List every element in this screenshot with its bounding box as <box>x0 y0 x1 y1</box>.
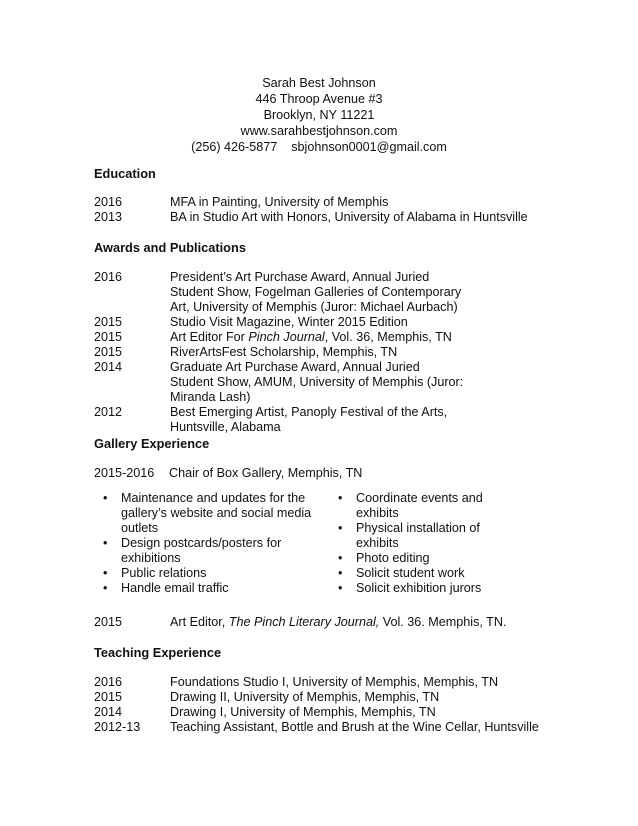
entry-text <box>170 330 464 345</box>
entry-text: BA in Studio Art with Honors, University of Alabama in Huntsville <box>170 210 528 224</box>
editor-entry <box>94 615 594 630</box>
list-item: • Maintenance and updates for the gallery’s website and social media outlets <box>101 491 316 536</box>
award-entry <box>94 345 464 360</box>
contact-header <box>0 75 638 155</box>
list-item: • Physical installation of exhibits <box>336 521 506 551</box>
entry-year: 2016 <box>94 675 123 689</box>
entry-year: 2014 <box>94 705 123 719</box>
entry-text: President’s Art Purchase Award, Annual Juried Student Show, Fogelman Galleries of Contemporary Art, University of Memphis (Juror: Michael Aurbach) <box>170 270 462 314</box>
city-state-zip: Brooklyn, NY 11221 <box>263 108 375 122</box>
entry-text: MFA in Painting, University of Memphis <box>170 195 389 209</box>
list-item: • Public relations <box>101 566 316 581</box>
entry-year: 2016 <box>94 270 123 284</box>
phone-number: (256) 426-5877 <box>191 140 278 154</box>
entry-year: 2012 <box>94 405 123 419</box>
website-link[interactable]: www.sarahbestjohnson.com <box>240 124 398 138</box>
entry-year: 2015 <box>94 315 123 329</box>
entry-year: 2012-13 <box>94 720 141 734</box>
street-address: 446 Throop Avenue #3 <box>255 92 383 106</box>
entry-text-post: Vol. 36. Memphis, TN. <box>379 615 507 629</box>
award-entry <box>94 360 464 405</box>
entry-text <box>170 615 594 630</box>
entry-year: 2013 <box>94 210 123 224</box>
entry-text: Foundations Studio I, University of Memphis, Memphis, TN <box>170 675 499 689</box>
awards-list <box>94 270 464 435</box>
entry-text: Chair of Box Gallery, Memphis, TN <box>169 466 363 480</box>
teaching-entry <box>94 690 554 705</box>
award-entry <box>94 315 464 330</box>
teaching-entry <box>94 720 554 735</box>
entry-year: 2014 <box>94 360 123 374</box>
entry-text: Teaching Assistant, Bottle and Brush at the Wine Cellar, Huntsville <box>170 720 539 734</box>
entry-text: Best Emerging Artist, Panoply Festival of the Arts, Huntsville, Alabama <box>170 405 448 434</box>
education-entry <box>94 210 594 225</box>
duties-list-left <box>101 491 316 596</box>
entry-year: 2015 <box>94 345 123 359</box>
list-item: • Solicit exhibition jurors <box>336 581 506 596</box>
entry-text: Studio Visit Magazine, Winter 2015 Edition <box>170 315 408 329</box>
person-name: Sarah Best Johnson <box>262 76 376 90</box>
entry-text: Drawing II, University of Memphis, Memphis, TN <box>170 690 440 704</box>
list-item: • Coordinate events and exhibits <box>336 491 506 521</box>
entry-text: Drawing I, University of Memphis, Memphis, TN <box>170 705 436 719</box>
journal-title: Pinch Journal <box>248 330 325 344</box>
entry-year: 2015 <box>94 615 123 629</box>
entry-year: 2015 <box>94 330 123 344</box>
email-link[interactable]: sbjohnson0001@gmail.com <box>291 140 447 154</box>
teaching-entry <box>94 705 554 720</box>
list-item: • Design postcards/posters for exhibitions <box>101 536 316 566</box>
entry-text-pre: Art Editor, <box>170 615 229 629</box>
entry-text: Graduate Art Purchase Award, Annual Juried Student Show, AMUM, University of Memphis (Juror: Miranda Lash) <box>170 360 464 404</box>
education-heading: Education <box>94 166 156 181</box>
entry-year: 2016 <box>94 195 123 209</box>
list-item: • Solicit student work <box>336 566 506 581</box>
education-entry <box>94 195 594 210</box>
award-entry <box>94 270 464 315</box>
entry-text: RiverArtsFest Scholarship, Memphis, TN <box>170 345 398 359</box>
entry-year: 2015 <box>94 690 123 704</box>
list-item: • Photo editing <box>336 551 506 566</box>
teaching-entry <box>94 675 554 690</box>
phone-email-row <box>0 139 638 155</box>
journal-title: The Pinch Literary Journal, <box>228 615 380 629</box>
gallery-chair-entry <box>94 466 362 481</box>
gallery-editor-entry <box>94 615 594 630</box>
entry-text-post: , Vol. 36, Memphis, TN <box>324 330 452 344</box>
duties-list-right <box>336 491 506 596</box>
education-list <box>94 195 594 225</box>
award-entry <box>94 330 464 345</box>
awards-heading: Awards and Publications <box>94 240 246 255</box>
entry-year: 2015-2016 <box>94 466 155 480</box>
gallery-heading: Gallery Experience <box>94 436 210 451</box>
entry-text-pre: Art Editor For <box>170 330 249 344</box>
award-entry <box>94 405 464 435</box>
list-item: • Handle email traffic <box>101 581 316 596</box>
teaching-heading: Teaching Experience <box>94 645 222 660</box>
teaching-list <box>94 675 554 735</box>
